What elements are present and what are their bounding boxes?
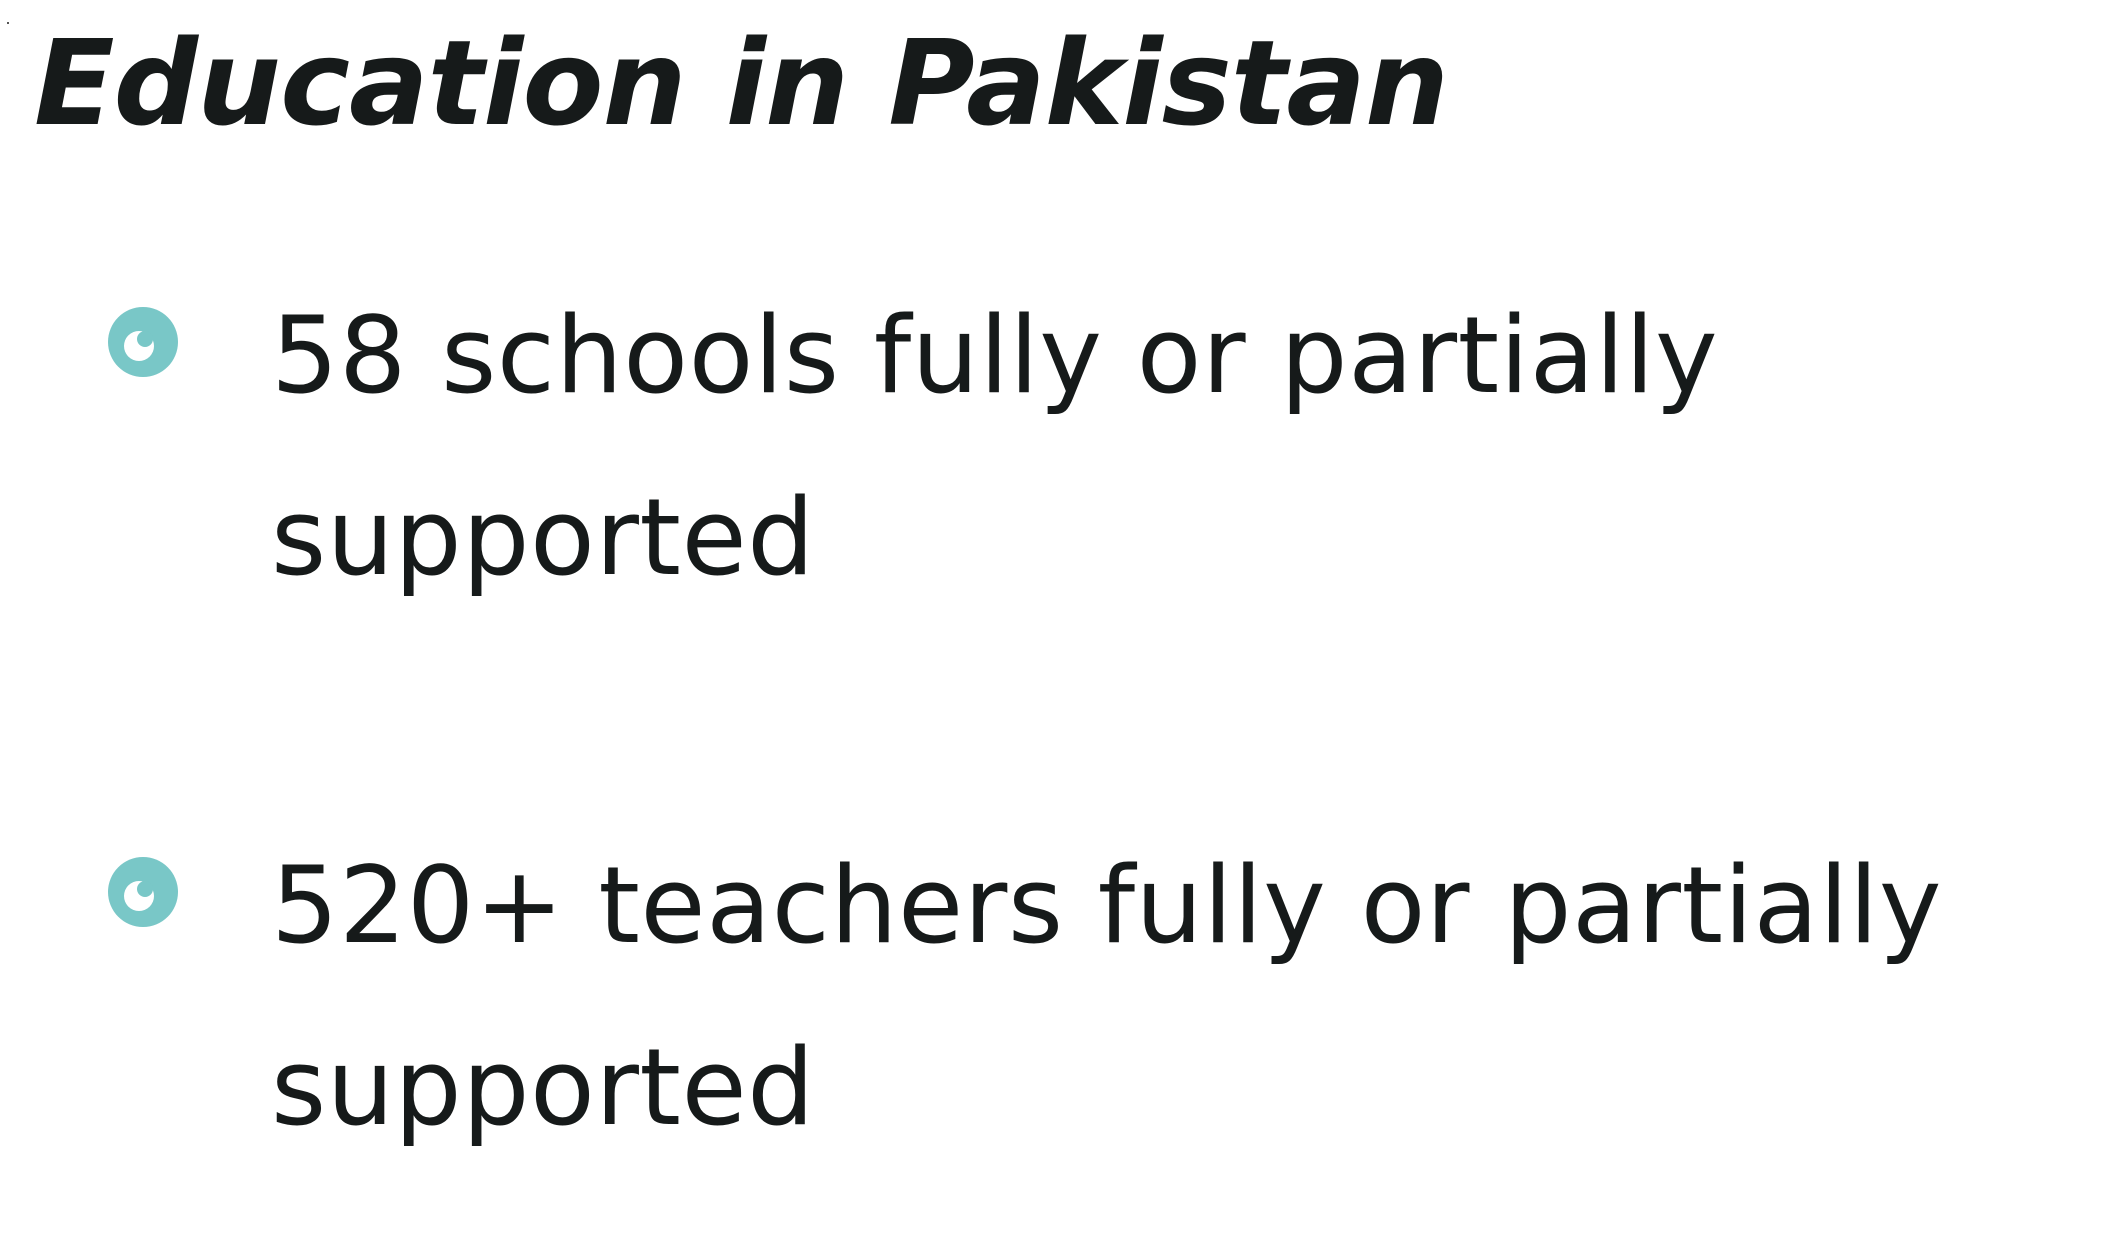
bullet-text: 520+ teachers fully or partially supported bbox=[271, 844, 1943, 1149]
page-title: Education in Pakistan bbox=[34, 14, 1448, 152]
bullet-circle-icon bbox=[108, 307, 178, 377]
corner-dot bbox=[7, 22, 9, 24]
list-item bbox=[108, 815, 2008, 1185]
bullet-text: 58 schools fully or partially supported bbox=[271, 294, 1719, 599]
bullet-circle-icon bbox=[108, 857, 178, 927]
list-item bbox=[108, 265, 2008, 635]
